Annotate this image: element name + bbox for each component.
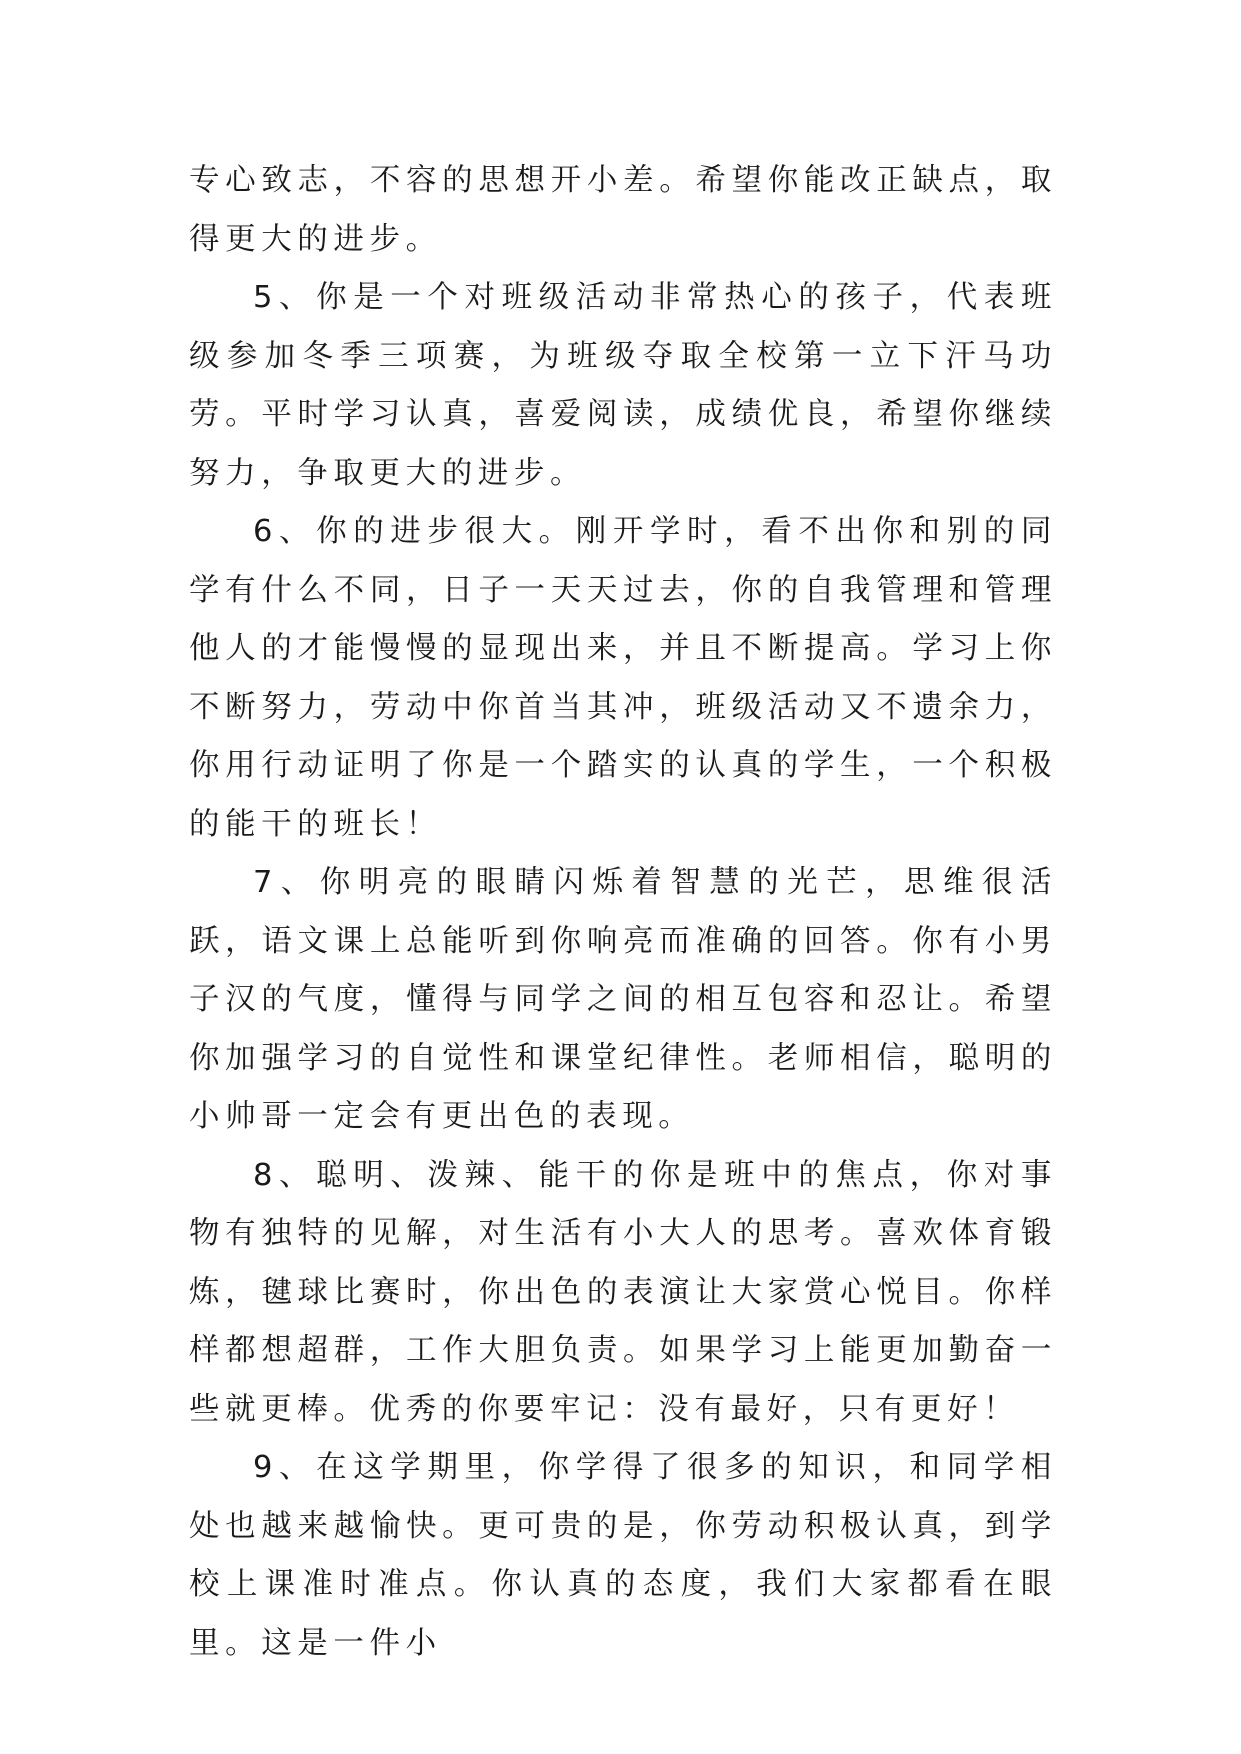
paragraph-comment-5: 5、你是一个对班级活动非常热心的孩子，代表班级参加冬季三项赛，为班级夺取全校第一立下汗马功劳。平时学习认真，喜爱阅读，成绩优良，希望你继续努力，争取更大的进步。 (189, 280, 1057, 491)
paragraph-comment-8: 8、聪明、泼辣、能干的你是班中的焦点，你对事物有独特的见解，对生活有小大人的思考。喜欢体育锻炼，毽球比赛时，你出色的表演让大家赏心悦目。你样样都想超群，工作大胆负责。如果学习上能更加勤奋一些就更棒。优秀的你要牢记：没有最好，只有更好！ (189, 1157, 1057, 1427)
paragraph-continuation: 专心致志，不容的思想开小差。希望你能改正缺点，取得更大的进步。 (189, 163, 1057, 257)
paragraph-comment-9: 9、在这学期里，你学得了很多的知识，和同学相处也越来越愉快。更可贵的是，你劳动积极认真，到学校上课准时准点。你认真的态度，我们大家都看在眼里。这是一件小 (189, 1450, 1057, 1661)
document-body (189, 152, 1057, 1673)
paragraph-comment-7: 7、你明亮的眼睛闪烁着智慧的光芒，思维很活跃，语文课上总能听到你响亮而准确的回答。你有小男子汉的气度，懂得与同学之间的相互包容和忍让。希望你加强学习的自觉性和课堂纪律性。老师相信，聪明的小帅哥一定会有更出色的表现。 (189, 865, 1057, 1134)
paragraph-comment-6: 6、你的进步很大。刚开学时，看不出你和别的同学有什么不同，日子一天天过去，你的自我管理和管理他人的才能慢慢的显现出来，并且不断提高。学习上你不断努力，劳动中你首当其冲，班级活动又不遗余力，你用行动证明了你是一个踏实的认真的学生，一个积极的能干的班长！ (189, 514, 1057, 842)
